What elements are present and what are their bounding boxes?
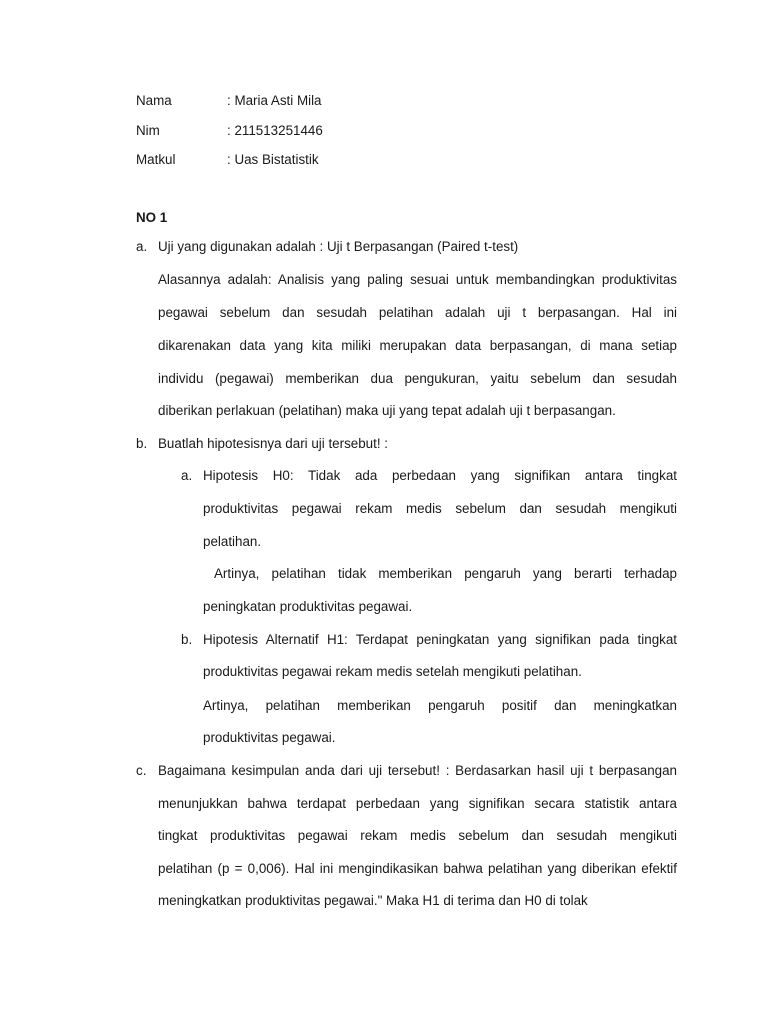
sub-a-meaning-line: Artinya, pelatihan tidak memberikan pengaruh yang berarti terhadap <box>214 566 677 581</box>
field-value-nim: : 211513251446 <box>227 123 323 138</box>
sub-b-marker: b. <box>181 632 193 647</box>
item-c-line: meningkatkan produktivitas pegawai." Maka H1 di terima dan H0 di tolak <box>158 893 588 908</box>
item-c-line: Bagaimana kesimpulan anda dari uji tersebut! : Berdasarkan hasil uji t berpasangan <box>158 763 677 778</box>
item-a-reason-line: dikarenakan data yang kita miliki merupakan data berpasangan, di mana setiap <box>158 338 677 353</box>
item-b-text: Buatlah hipotesisnya dari uji tersebut! : <box>158 436 389 451</box>
item-a-reason-line: individu (pegawai) memberikan dua pengukuran, yaitu sebelum dan sesudah <box>158 371 677 386</box>
sub-a-marker: a. <box>181 468 193 483</box>
item-a-reason-line: pegawai sebelum dan sesudah pelatihan adalah uji t berpasangan. Hal ini <box>158 305 677 320</box>
sub-a-line: produktivitas pegawai rekam medis sebelum dan sesudah mengikuti <box>203 501 677 516</box>
item-c-line: pelatihan (p = 0,006). Hal ini mengindikasikan bahwa pelatihan yang diberikan efektif <box>158 861 677 876</box>
field-label-nama: Nama <box>136 93 172 108</box>
field-label-matkul: Matkul <box>136 152 176 167</box>
sub-a-line: pelatihan. <box>203 534 262 549</box>
item-a-text: Uji yang digunakan adalah : Uji t Berpasangan (Paired t-test) <box>158 239 519 254</box>
field-value-matkul: : Uas Bistatistik <box>227 152 319 167</box>
item-a-reason-line: Alasannya adalah: Analisis yang paling sesuai untuk membandingkan produktivitas <box>158 272 677 287</box>
item-c-line: tingkat produktivitas pegawai rekam medis sebelum dan sesudah mengikuti <box>158 828 677 843</box>
item-c-marker: c. <box>136 763 147 778</box>
sub-b-line: Hipotesis Alternatif H1: Terdapat peningkatan yang signifikan pada tingkat <box>203 632 677 647</box>
sub-a-meaning-line: peningkatan produktivitas pegawai. <box>203 599 413 614</box>
sub-a-line: Hipotesis H0: Tidak ada perbedaan yang signifikan antara tingkat <box>203 468 677 483</box>
item-a-marker: a. <box>136 239 148 254</box>
item-a-reason-line: diberikan perlakuan (pelatihan) maka uji yang tepat adalah uji t berpasangan. <box>158 403 616 418</box>
sub-b-meaning-line: Artinya, pelatihan memberikan pengaruh positif dan meningkatkan <box>203 698 677 713</box>
item-b-marker: b. <box>136 436 148 451</box>
section-title: NO 1 <box>136 210 168 225</box>
item-c-line: menunjukkan bahwa terdapat perbedaan yang signifikan secara statistik antara <box>158 796 677 811</box>
sub-b-meaning-line: produktivitas pegawai. <box>203 730 336 745</box>
field-label-nim: Nim <box>136 123 160 138</box>
sub-b-line: produktivitas pegawai rekam medis setelah mengikuti pelatihan. <box>203 664 582 679</box>
field-value-nama: : Maria Asti Mila <box>227 93 322 108</box>
